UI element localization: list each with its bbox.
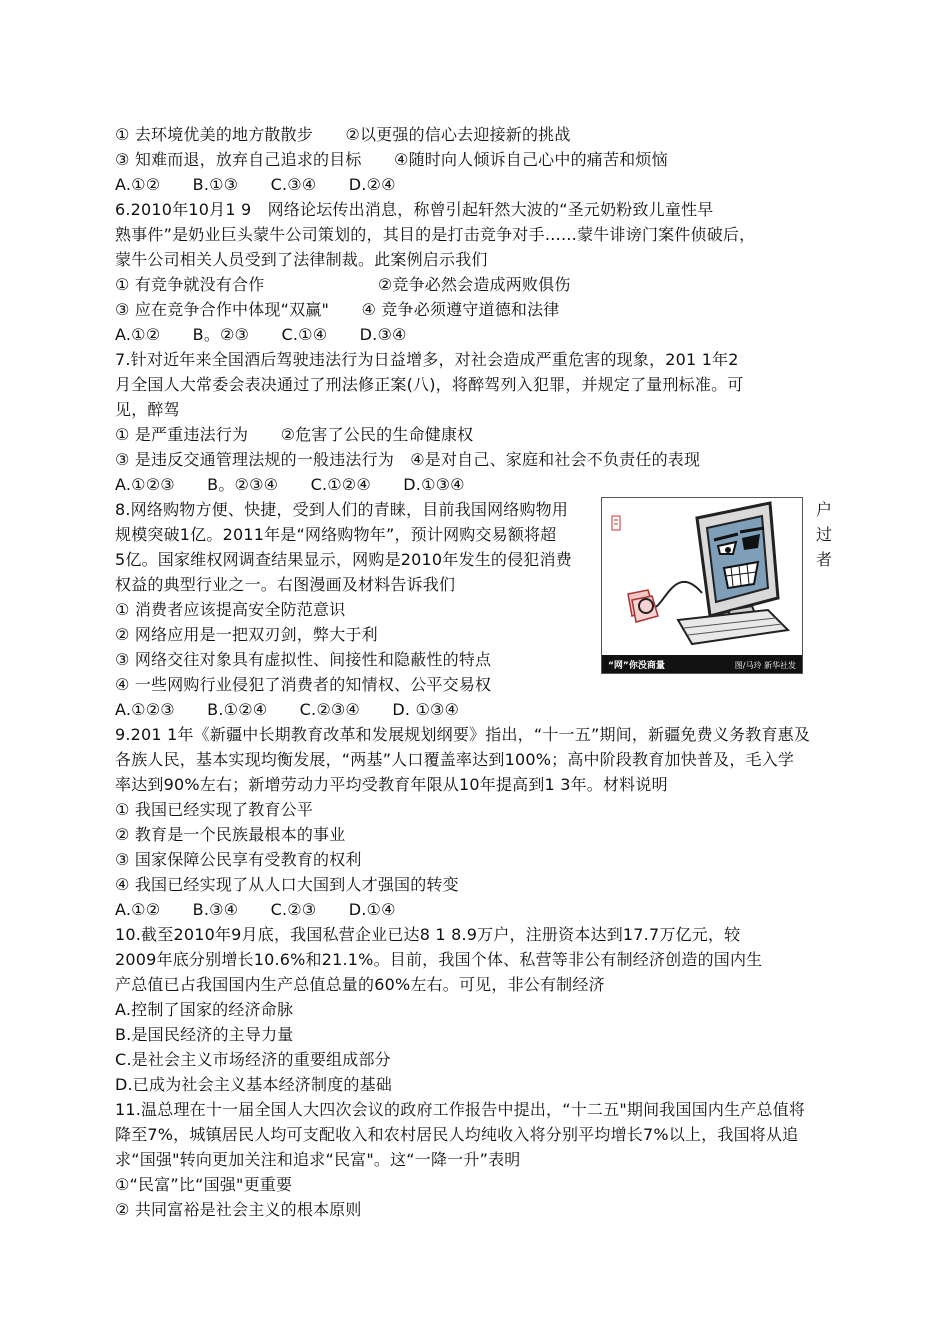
text-line: C.是社会主义市场经济的重要组成部分: [115, 1050, 391, 1069]
text-line: ①“民富”比“国强"更重要: [115, 1175, 293, 1194]
text-line: 10.截至2010年9月底，我国私营企业已达8 1 8.9万户，注册资本达到17.7万亿元，较: [115, 925, 741, 944]
text-line: ③ 是违反交通管理法规的一般违法行为 ④是对自己、家庭和社会不负责任的表现: [115, 450, 701, 469]
angry-computer-icon: [602, 498, 802, 673]
text-line: ④ 我国已经实现了从人口大国到人才强国的转变: [115, 875, 459, 894]
text-line: 7.针对近年来全国酒后驾驶违法行为日益增多，对社会造成严重危害的现象，201 1年2: [115, 350, 739, 369]
text-line: A.①② B。②③ C.①④ D.③④: [115, 325, 407, 344]
text-line: ② 教育是一个民族最根本的事业: [115, 825, 346, 844]
text-line: 熟事件”是奶业巨头蒙牛公司策划的，其目的是打击竞争对手……蒙牛诽谤门案件侦破后，: [115, 225, 756, 244]
text-line: 月全国人大常委会表决通过了刑法修正案(八)，将醉驾列入犯罪，并规定了量刑标准。可: [115, 375, 744, 394]
text-line: ③ 应在竞争合作中体现“双赢" ④ 竞争必须遵守道德和法律: [115, 300, 560, 319]
cartoon-caption: “网”你没商量: [608, 661, 665, 671]
text-line: ③ 国家保障公民享有受教育的权利: [115, 850, 362, 869]
text-line: ② 共同富裕是社会主义的根本原则: [115, 1200, 362, 1219]
text-line: 率达到90%左右；新增劳动力平均受教育年限从10年提高到1 3年。材料说明: [115, 775, 668, 794]
text-line: ① 我国已经实现了教育公平: [115, 800, 314, 819]
text-line: ① 去环境优美的地方散散步 ②以更强的信心去迎接新的挑战: [115, 125, 571, 144]
text-line: 2009年底分别增长10.6%和21.1%。目前，我国个体、私营等非公有制经济创造的国内生: [115, 950, 763, 969]
text-line: ① 消费者应该提高安全防范意识: [115, 600, 346, 619]
text-line: A.①②③ B.①②④ C.②③④ D. ①③④: [115, 700, 460, 719]
text-line: D.已成为社会主义基本经济制度的基础: [115, 1075, 393, 1094]
text-line: ① 有竞争就没有合作 ②竞争必然会造成两败俱伤: [115, 275, 571, 294]
cartoon-credit: 图/马玲 新华社发: [734, 661, 796, 670]
text-line: ③ 知难而退，放弃自己追求的目标 ④随时向人倾诉自己心中的痛苦和烦恼: [115, 150, 668, 169]
text-line: 见，醉驾: [115, 400, 180, 419]
cartoon-image: [601, 497, 803, 674]
text-line: 规模突破1亿。2011年是“网络购物年”，预计网购交易额将超: [115, 525, 557, 544]
text-line: A.①② B.①③ C.③④ D.②④: [115, 175, 396, 194]
text-line: 11.温总理在十一届全国人大四次会议的政府工作报告中提出，“十二五"期间我国国内生产总值将: [115, 1100, 806, 1119]
text-line: ② 网络应用是一把双刃剑，弊大于利: [115, 625, 378, 644]
side-char: 过: [816, 525, 833, 544]
text-line: ① 是严重违法行为 ②危害了公民的生命健康权: [115, 425, 474, 444]
text-line: A.控制了国家的经济命脉: [115, 1000, 294, 1019]
text-line: 6.2010年10月1 9 网络论坛传出消息，称曾引起轩然大波的“圣元奶粉致儿童性早: [115, 200, 714, 219]
text-line: 降至7%，城镇居民人均可支配收入和农村居民人均纯收入将分别平均增长7%以上，我国将从追: [115, 1125, 799, 1144]
text-line: A.①②③ B。②③④ C.①②④ D.①③④: [115, 475, 465, 494]
text-line: 求“国强"转向更加关注和追求“民富"。这“一降一升”表明: [115, 1150, 521, 1169]
text-line: ③ 网络交往对象具有虚拟性、间接性和隐蔽性的特点: [115, 650, 492, 669]
text-line: 9.201 1年《新疆中长期教育改革和发展规划纲要》指出，“十一五”期间，新疆免费义务教育惠及: [115, 725, 811, 744]
text-line: 8.网络购物方便、快捷，受到人们的青睐，目前我国网络购物用: [115, 500, 569, 519]
text-line: A.①② B.③④ C.②③ D.①④: [115, 900, 396, 919]
side-char: 者: [816, 550, 833, 569]
text-line: ④ 一些网购行业侵犯了消费者的知情权、公平交易权: [115, 675, 492, 694]
text-line: 5亿。国家维权网调查结果显示，网购是2010年发生的侵犯消费: [115, 550, 572, 569]
side-char: 户: [816, 500, 833, 519]
text-line: 蒙牛公司相关人员受到了法律制裁。此案例启示我们: [115, 250, 488, 269]
text-line: 产总值已占我国国内生产总值总量的60%左右。可见，非公有制经济: [115, 975, 605, 994]
text-line: B.是国民经济的主导力量: [115, 1025, 294, 1044]
text-line: 各族人民，基本实现均衡发展，“两基”人口覆盖率达到100%；高中阶段教育加快普及，毛入学: [115, 750, 795, 769]
text-line: 权益的典型行业之一。右图漫画及材料告诉我们: [115, 575, 456, 594]
